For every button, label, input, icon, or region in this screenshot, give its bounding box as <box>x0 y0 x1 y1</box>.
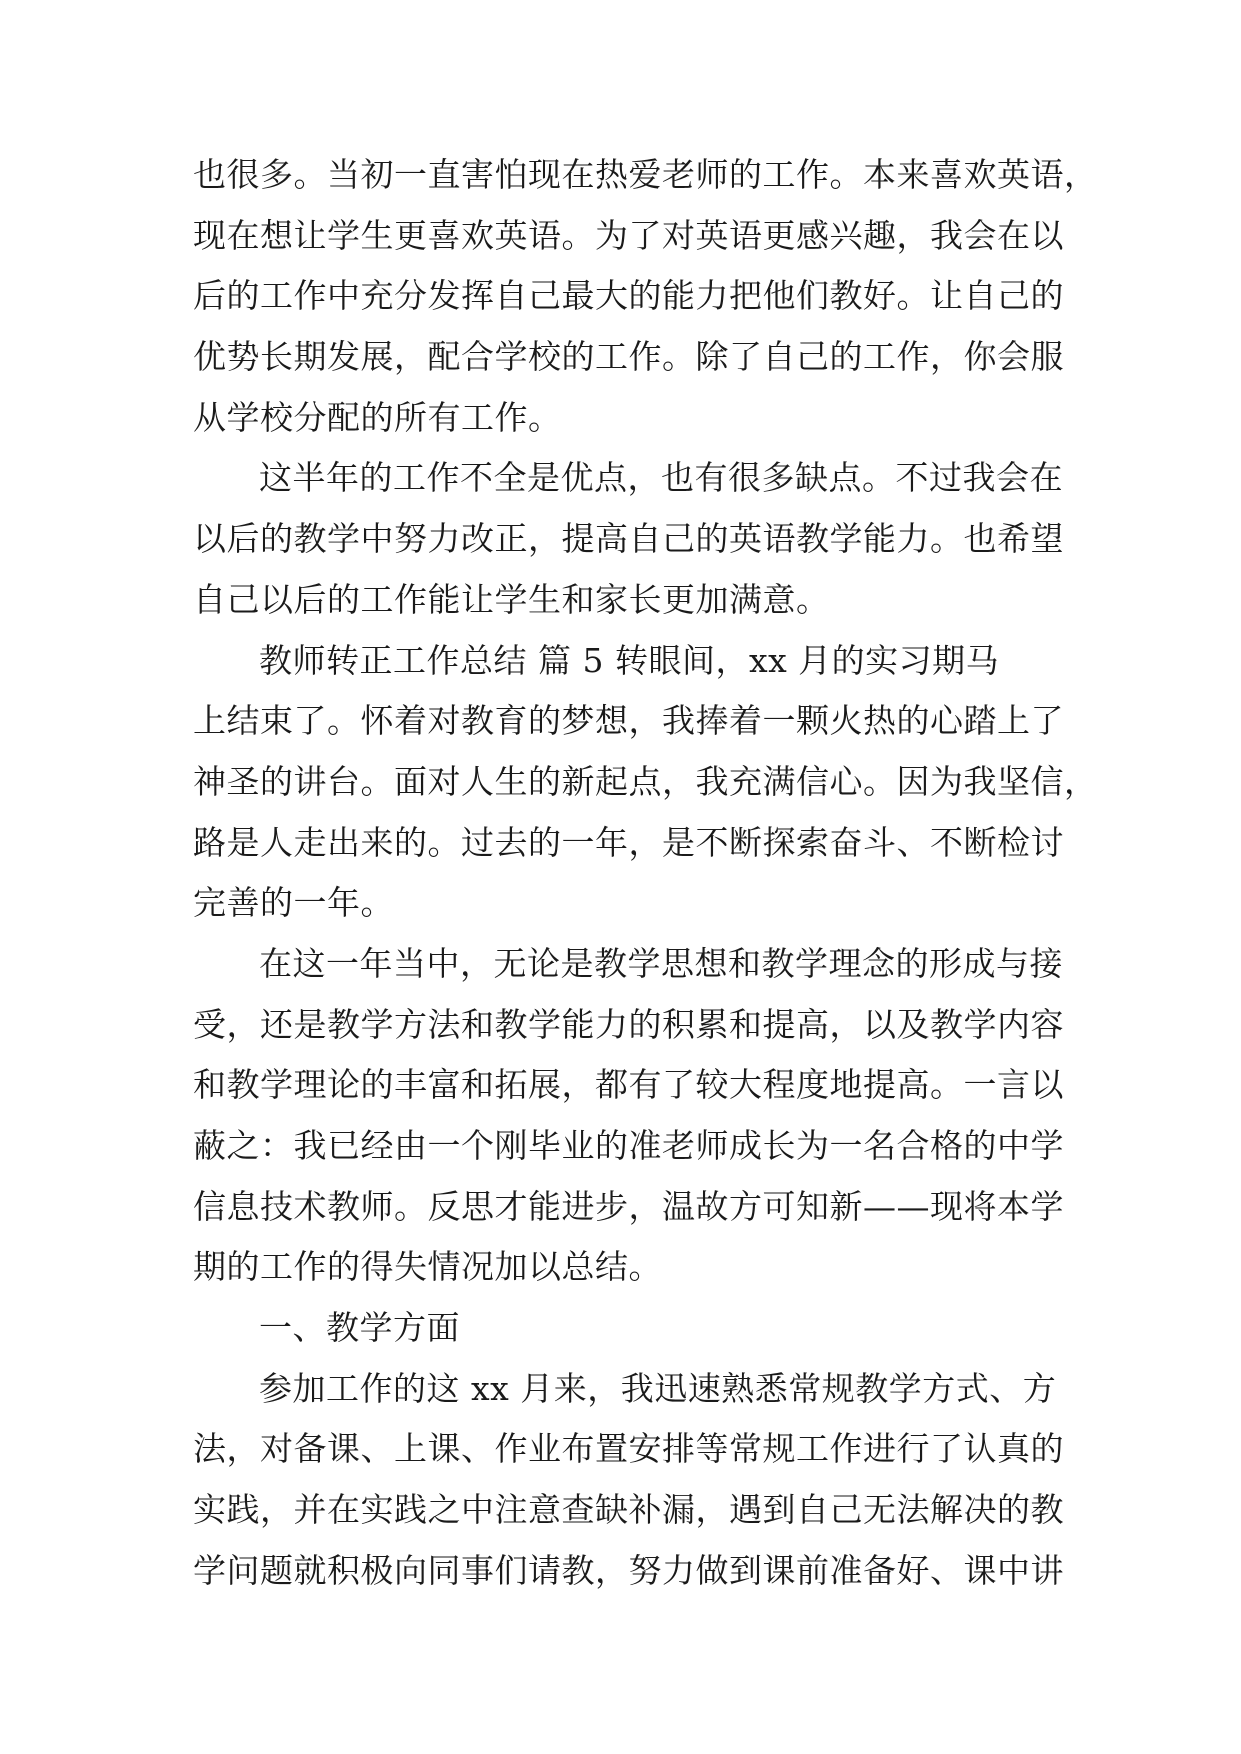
document-body <box>193 155 1098 1615</box>
text-line: 从学校分配的所有工作。 <box>193 397 562 437</box>
text-line: 实践，并在实践之中注意查缺补漏，遇到自己无法解决的教 <box>193 1490 1064 1530</box>
text-line: 自己以后的工作能让学生和家长更加满意。 <box>193 579 830 619</box>
text-line: 信息技术教师。反思才能进步，温故方可知新——现将本学 <box>193 1186 1064 1226</box>
text-line: 以后的教学中努力改正，提高自己的英语教学能力。也希望 <box>193 519 1064 559</box>
text-line: 上结束了。怀着对教育的梦想，我捧着一颗火热的心踏上了 <box>193 701 1064 741</box>
text-line: 优势长期发展，配合学校的工作。除了自己的工作，你会服 <box>193 337 1064 377</box>
text-line: 参加工作的这 xx 月来，我迅速熟悉常规教学方式、方 <box>259 1368 1057 1408</box>
text-line: 也很多。当初一直害怕现在热爱老师的工作。本来喜欢英语， <box>193 155 1098 194</box>
text-line: 后的工作中充分发挥自己最大的能力把他们教好。让自己的 <box>193 276 1064 316</box>
text-line: 在这一年当中，无论是教学思想和教学理念的形成与接 <box>259 943 1063 983</box>
text-line: 和教学理论的丰富和拓展，都有了较大程度地提高。一言以 <box>193 1065 1064 1105</box>
text-line: 蔽之：我已经由一个刚毕业的准老师成长为一名合格的中学 <box>193 1126 1064 1165</box>
text-line: 学问题就积极向同事们请教，努力做到课前准备好、课中讲 <box>193 1550 1064 1590</box>
text-line: 现在想让学生更喜欢英语。为了对英语更感兴趣，我会在以 <box>193 215 1064 255</box>
text-line: 这半年的工作不全是优点，也有很多缺点。不过我会在 <box>259 458 1063 498</box>
text-line: 教师转正工作总结 篇 5 转眼间，xx 月的实习期马 <box>259 640 1000 680</box>
text-line: 期的工作的得失情况加以总结。 <box>193 1247 662 1287</box>
text-line: 完善的一年。 <box>193 883 394 923</box>
text-line: 一、教学方面 <box>259 1308 460 1348</box>
text-line: 神圣的讲台。面对人生的新起点，我充满信心。因为我坚信， <box>193 761 1098 801</box>
text-line: 路是人走出来的。过去的一年，是不断探索奋斗、不断检讨 <box>193 822 1064 862</box>
text-line: 受，还是教学方法和教学能力的积累和提高，以及教学内容 <box>193 1004 1064 1044</box>
text-line: 法，对备课、上课、作业布置安排等常规工作进行了认真的 <box>193 1429 1064 1469</box>
